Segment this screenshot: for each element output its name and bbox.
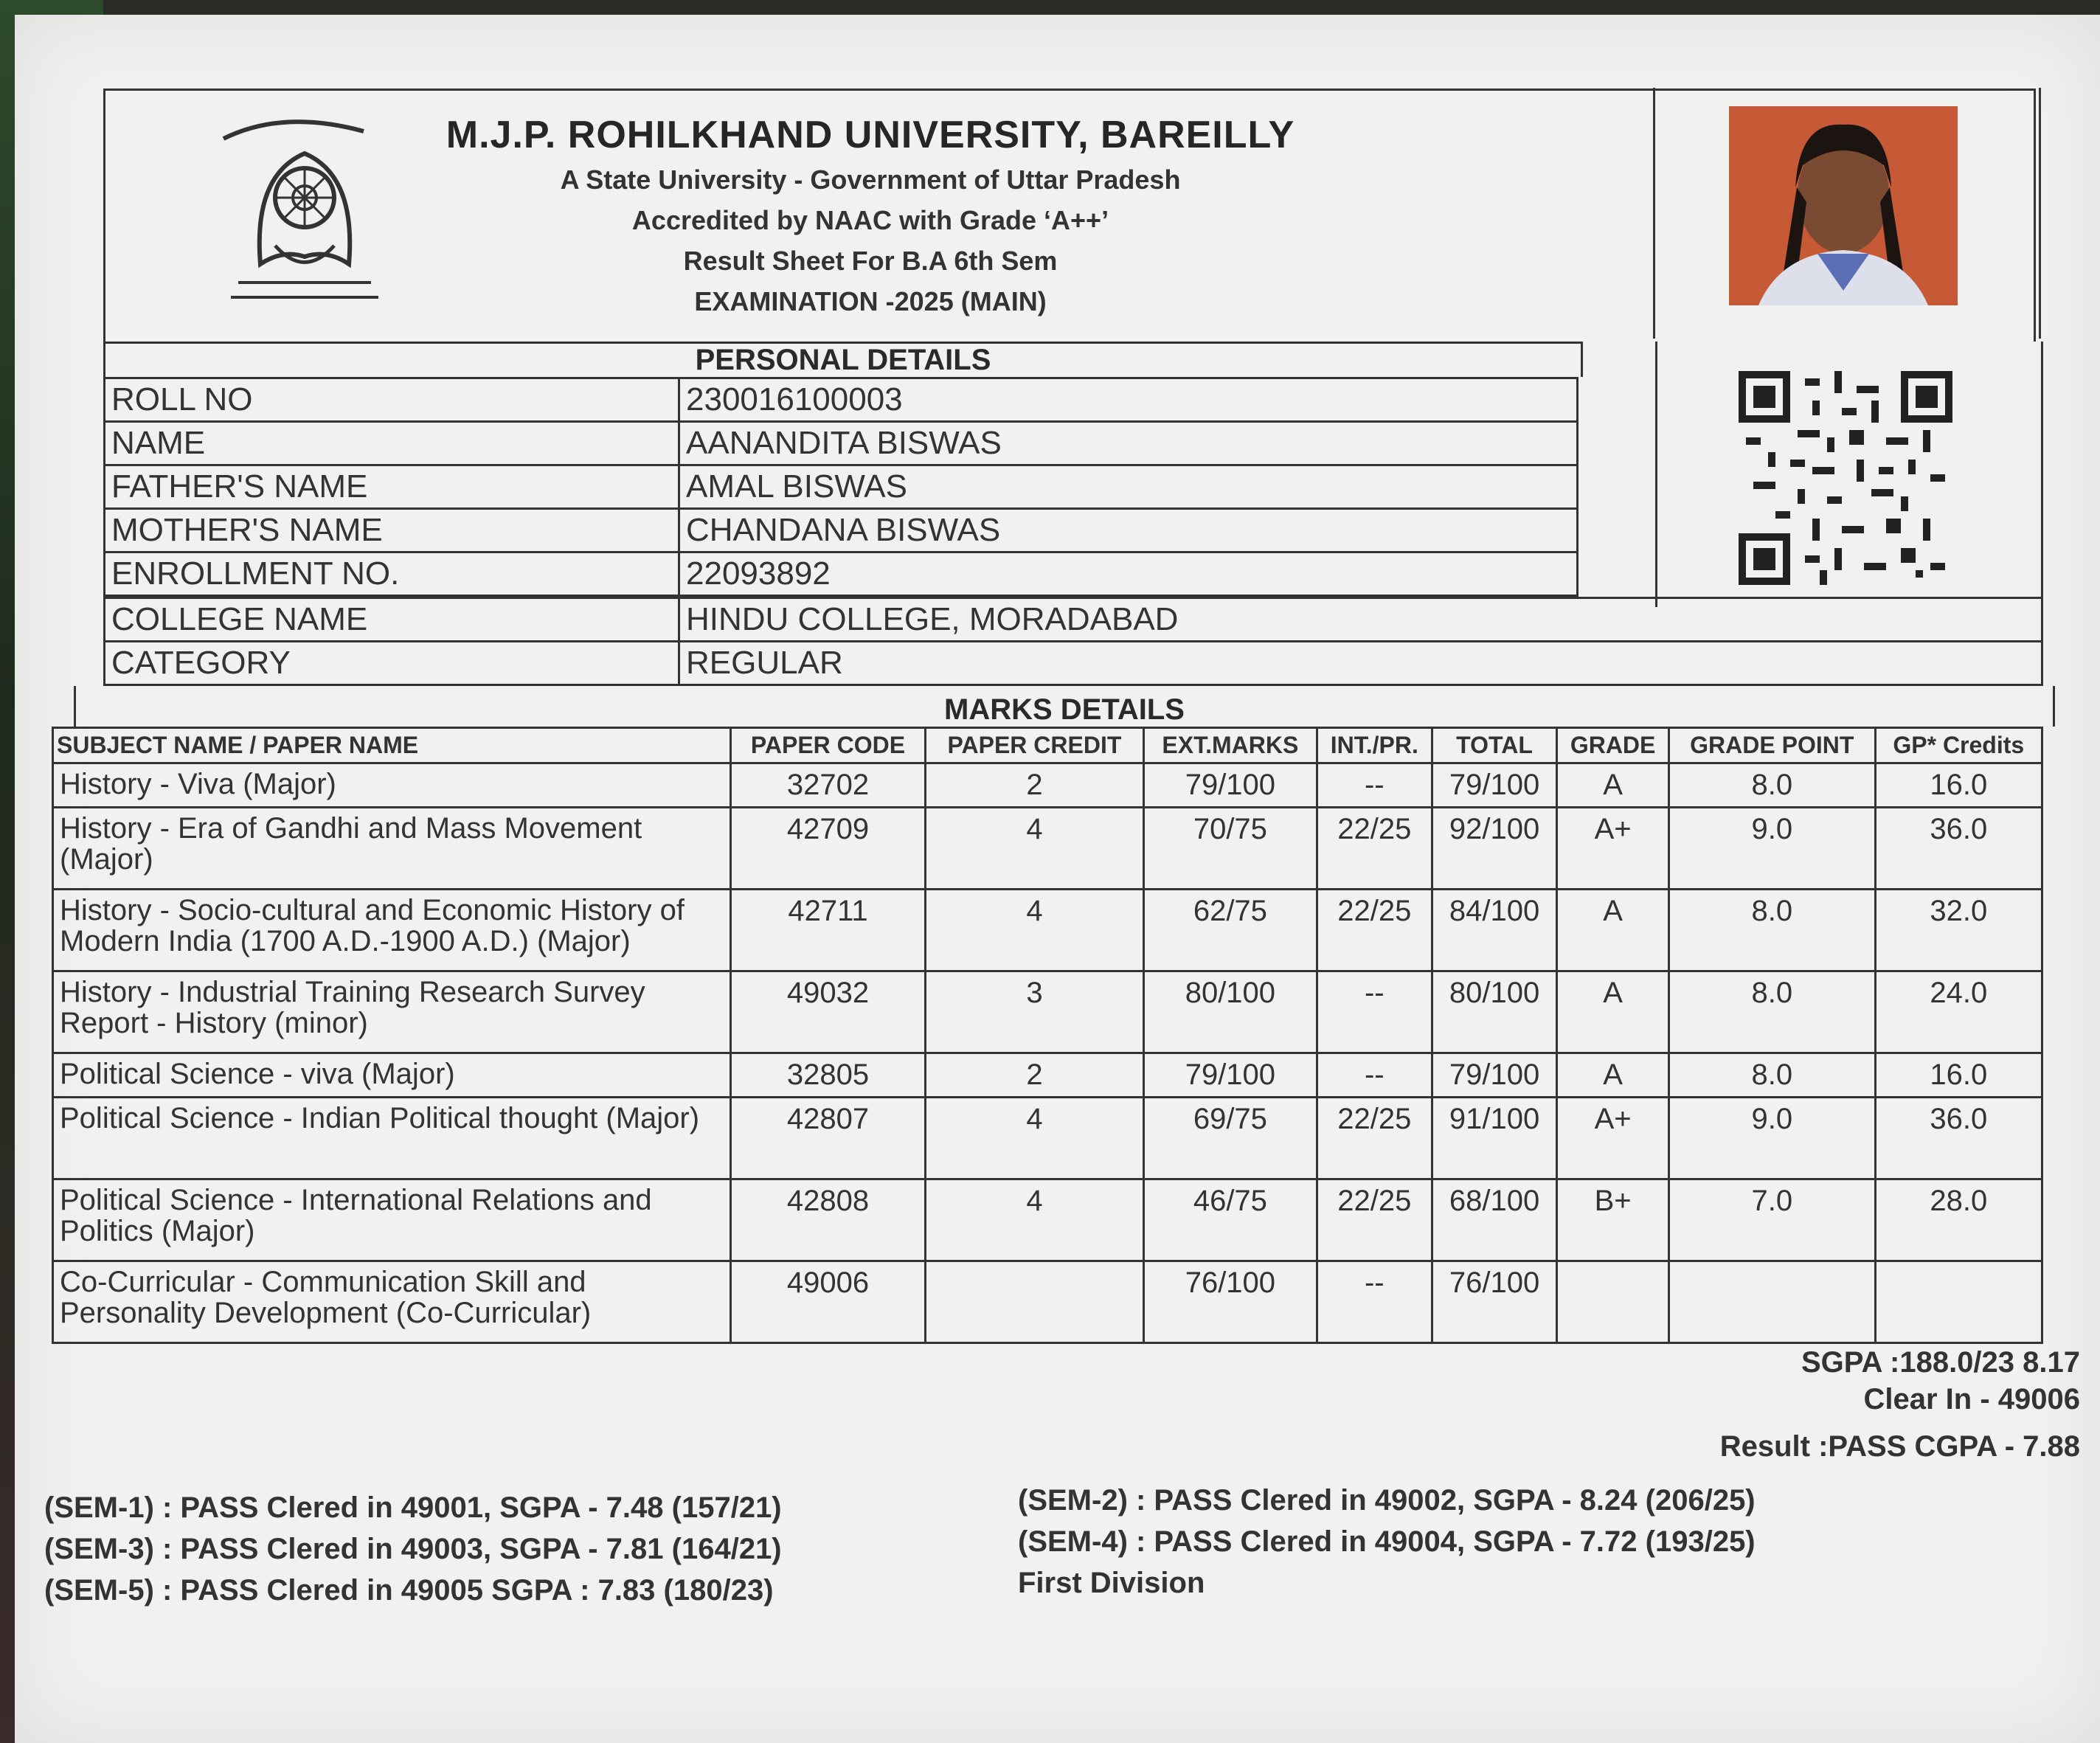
sem-3-line: (SEM-3) : PASS Clered in 49003, SGPA - 7.81 (164/21) [44,1533,782,1565]
grade-point-cell: 8.0 [1668,971,1875,1053]
result-summary [103,1344,2080,1465]
col-subject: SUBJECT NAME / PAPER NAME [53,728,731,763]
col-paper-code: PAPER CODE [731,728,926,763]
father-name-value: AMAL BISWAS [679,465,1578,509]
semester-history [44,1484,2036,1635]
grade-point-cell: 8.0 [1668,890,1875,971]
photo-box [1653,88,2041,339]
subject-cell: History - Socio-cultural and Economic History of Modern India (1700 A.D.-1900 A.D.) (Major) [53,890,731,971]
personal-row [105,465,1578,509]
col-grade: GRADE [1557,728,1669,763]
paper-code-cell: 32702 [731,763,926,808]
col-total: TOTAL [1432,728,1556,763]
subject-cell: Political Science - Indian Political thought (Major) [53,1098,731,1179]
university-name: M.J.P. ROHILKHAND UNIVERSITY, BAREILLY [446,114,1295,156]
grade-cell: A [1557,763,1669,808]
result-line: Result :PASS CGPA - 7.88 [1719,1430,2080,1463]
category-value: REGULAR [679,642,2042,685]
total-cell: 92/100 [1432,808,1556,890]
paper-code-cell: 49006 [731,1261,926,1343]
personal-details-title: PERSONAL DETAILS [695,344,991,376]
int-pr-cell: 22/25 [1317,1179,1432,1261]
university-status: A State University - Government of Uttar Pradesh [560,164,1181,195]
paper-code-cell: 42711 [731,890,926,971]
sem-2-line: (SEM-2) : PASS Clered in 49002, SGPA - 8.24 (206/25) [1018,1484,1756,1517]
ext-marks-cell: 76/100 [1143,1261,1317,1343]
grade-cell: A+ [1557,1098,1669,1179]
table-row [53,808,2042,890]
table-row [53,1179,2042,1261]
table-row [53,1261,2042,1343]
accreditation: Accredited by NAAC with Grade ‘A++’ [631,205,1109,235]
personal-details-section [103,342,2036,597]
name-value: AANANDITA BISWAS [679,422,1578,465]
personal-row [105,552,1578,596]
personal-row [105,642,2042,685]
table-row [53,1098,2042,1179]
examination-title: EXAMINATION -2025 (MAIN) [694,286,1047,316]
mother-name-value: CHANDANA BISWAS [679,509,1578,552]
name-label: NAME [105,422,679,465]
paper-credit-cell: 4 [926,890,1144,971]
paper-credit-cell: 2 [926,763,1144,808]
gp-credits-cell: 16.0 [1875,1053,2042,1098]
total-cell: 84/100 [1432,890,1556,971]
col-paper-credit: PAPER CREDIT [926,728,1144,763]
gp-credits-cell [1875,1261,2042,1343]
college-name-label: COLLEGE NAME [105,598,679,642]
paper-code-cell: 42807 [731,1098,926,1179]
int-pr-cell: 22/25 [1317,890,1432,971]
grade-point-cell: 9.0 [1668,1098,1875,1179]
grade-point-cell: 8.0 [1668,1053,1875,1098]
grade-cell: A+ [1557,808,1669,890]
paper-credit-cell: 4 [926,808,1144,890]
student-photo [1729,106,1958,305]
col-ext-marks: EXT.MARKS [1143,728,1317,763]
ext-marks-cell: 70/75 [1143,808,1317,890]
roll-no-value: 230016100003 [679,378,1578,422]
result-sheet-paper [15,15,2100,1743]
grade-point-cell [1668,1261,1875,1343]
gp-credits-cell: 36.0 [1875,1098,2042,1179]
result-sheet-title: Result Sheet For B.A 6th Sem [683,246,1058,276]
subject-cell: History - Era of Gandhi and Mass Movement (Major) [53,808,731,890]
paper-credit-cell: 2 [926,1053,1144,1098]
ext-marks-cell: 46/75 [1143,1179,1317,1261]
grade-cell: A [1557,890,1669,971]
ext-marks-cell: 80/100 [1143,971,1317,1053]
subject-cell: Co-Curricular - Communication Skill and Personality Development (Co-Curricular) [53,1261,731,1343]
qr-box [1655,342,2043,607]
personal-row [105,509,1578,552]
enrollment-label: ENROLLMENT NO. [105,552,679,596]
paper-code-cell: 42808 [731,1179,926,1261]
paper-code-cell: 49032 [731,971,926,1053]
division-line: First Division [1018,1567,1205,1599]
int-pr-cell: 22/25 [1317,808,1432,890]
gp-credits-cell: 36.0 [1875,808,2042,890]
grade-cell: A [1557,1053,1669,1098]
roll-no-label: ROLL NO [105,378,679,422]
semester-column-left [44,1487,782,1611]
marks-details-title: MARKS DETAILS [944,693,1185,726]
personal-row [105,422,1578,465]
grade-cell: B+ [1557,1179,1669,1261]
gp-credits-cell: 16.0 [1875,763,2042,808]
col-grade-point: GRADE POINT [1668,728,1875,763]
sgpa-line: SGPA :188.0/23 8.17 [1801,1346,2080,1379]
paper-credit-cell: 4 [926,1179,1144,1261]
subject-cell: History - Industrial Training Research Survey Report - History (minor) [53,971,731,1053]
gp-credits-cell: 28.0 [1875,1179,2042,1261]
marks-table [52,727,2043,1344]
grade-point-cell: 7.0 [1668,1179,1875,1261]
gp-credits-cell: 32.0 [1875,890,2042,971]
table-row [53,971,2042,1053]
ext-marks-cell: 69/75 [1143,1098,1317,1179]
int-pr-cell: -- [1317,1053,1432,1098]
college-details-table [103,597,2043,686]
sem-4-line: (SEM-4) : PASS Clered in 49004, SGPA - 7.72 (193/25) [1018,1525,1756,1558]
total-cell: 80/100 [1432,971,1556,1053]
personal-details-table [103,377,1579,597]
total-cell: 79/100 [1432,763,1556,808]
paper-code-cell: 42709 [731,808,926,890]
subject-cell: Political Science - viva (Major) [53,1053,731,1098]
paper-credit-cell: 4 [926,1098,1144,1179]
paper-credit-cell: 3 [926,971,1144,1053]
paper-credit-cell [926,1261,1144,1343]
father-name-label: FATHER'S NAME [105,465,679,509]
category-label: CATEGORY [105,642,679,685]
ext-marks-cell: 79/100 [1143,1053,1317,1098]
sem-1-line: (SEM-1) : PASS Clered in 49001, SGPA - 7.48 (157/21) [44,1491,782,1524]
gp-credits-cell: 24.0 [1875,971,2042,1053]
marks-header-row [53,728,2042,763]
int-pr-cell: -- [1317,763,1432,808]
paper-code-cell: 32805 [731,1053,926,1098]
int-pr-cell: -- [1317,1261,1432,1343]
sheet-header [103,89,2036,342]
table-row [53,1053,2042,1098]
int-pr-cell: 22/25 [1317,1098,1432,1179]
int-pr-cell: -- [1317,971,1432,1053]
subject-cell: History - Viva (Major) [53,763,731,808]
result-sheet [44,89,2080,1635]
personal-row [105,378,1578,422]
total-cell: 79/100 [1432,1053,1556,1098]
sem-5-line: (SEM-5) : PASS Clered in 49005 SGPA : 7.83 (180/23) [44,1574,774,1607]
clear-in-line: Clear In - 49006 [1863,1383,2080,1415]
enrollment-value: 22093892 [679,552,1578,596]
total-cell: 68/100 [1432,1179,1556,1261]
semester-column-right [1018,1480,1756,1604]
mother-name-label: MOTHER'S NAME [105,509,679,552]
qr-code [1739,371,1952,585]
table-row [53,763,2042,808]
ext-marks-cell: 62/75 [1143,890,1317,971]
subject-cell: Political Science - International Relations and Politics (Major) [53,1179,731,1261]
college-name-value: HINDU COLLEGE, MORADABAD [679,598,2042,642]
ext-marks-cell: 79/100 [1143,763,1317,808]
total-cell: 91/100 [1432,1098,1556,1179]
grade-point-cell: 8.0 [1668,763,1875,808]
table-row [53,890,2042,971]
total-cell: 76/100 [1432,1261,1556,1343]
grade-cell: A [1557,971,1669,1053]
grade-point-cell: 9.0 [1668,808,1875,890]
col-gp-credits: GP* Credits [1875,728,2042,763]
grade-cell [1557,1261,1669,1343]
col-int-pr: INT./PR. [1317,728,1432,763]
